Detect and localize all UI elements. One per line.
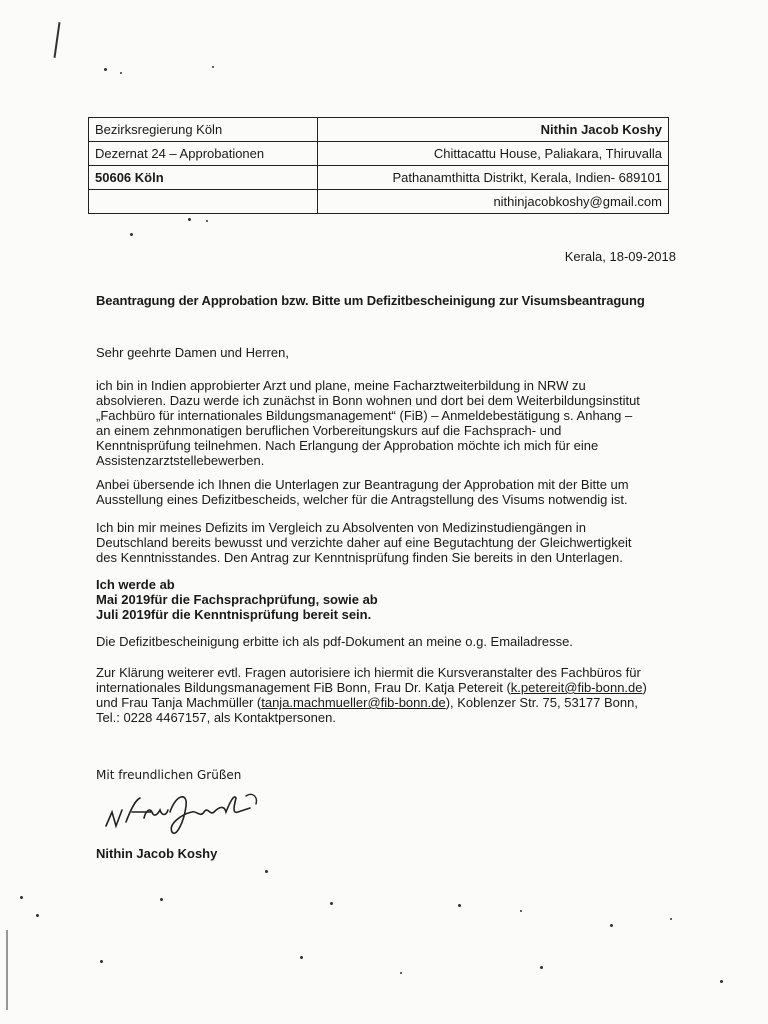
text-line: Ich bin mir meines Defizits im Vergleich zu Absolventen von Medizinstudiengängen in (96, 520, 586, 535)
address-table (88, 117, 669, 214)
text-line: ich bin in Indien approbierter Arzt und plane, meine Facharztweiterbildung in NRW zu (96, 378, 586, 393)
text-line: ), Koblenzer Str. 75, 53177 Bonn, (445, 695, 638, 710)
paragraph-exam-dates (96, 577, 696, 622)
text-line: absolvieren. Dazu werde ich zunächst in Bonn wohnen und dort bei dem Weiterbildungsinstitut (96, 393, 640, 408)
scan-speck (300, 956, 303, 959)
text-line: „Fachbüro für internationales Bildungsmanagement“ (FiB) – Anmeldebestätigung s. Anhang – (96, 408, 633, 423)
handwritten-signature (96, 782, 266, 842)
text-line: Anbei übersende ich Ihnen die Unterlagen zur Beantragung der Approbation mit der Bitte um (96, 477, 629, 492)
sender-name: Nithin Jacob Koshy (318, 118, 669, 142)
scan-speck (610, 924, 613, 927)
text-line: Tel.: 0228 4467157, als Kontaktpersonen. (96, 710, 336, 725)
scan-speck (100, 960, 103, 963)
scan-speck (130, 233, 133, 236)
scan-speck (330, 902, 333, 905)
scan-speck (120, 72, 122, 74)
scan-speck (160, 898, 163, 901)
scan-mark (54, 22, 61, 58)
address-row (89, 190, 669, 214)
scan-speck (400, 972, 402, 974)
text-line: an einem zehnmonatigen beruflichen Vorbereitungskurs auf die Fachsprach- und (96, 423, 562, 438)
recipient-line-3: 50606 Köln (89, 166, 318, 190)
sender-email: nithinjacobkoshy@gmail.com (318, 190, 669, 214)
closing-line: Mit freundlichen Grüßen (96, 768, 242, 782)
signer-name: Nithin Jacob Koshy (96, 846, 218, 861)
text-line: Zur Klärung weiterer evtl. Fragen autorisiere ich hiermit die Kursveranstalter des Fachbüros für (96, 665, 641, 680)
paragraph-pdf-request (96, 634, 696, 649)
text-line: Ausstellung eines Defizitbescheids, welcher für die Antragstellung des Visums notwendig ist. (96, 492, 628, 507)
scan-speck (540, 966, 543, 969)
text-line: Deutschland bereits bewusst und verzichte daher auf eine Begutachtung der Gleichwertigkeit (96, 535, 632, 550)
recipient-line-1: Bezirksregierung Köln (89, 118, 318, 142)
scan-speck (212, 66, 214, 68)
scan-speck (36, 914, 39, 917)
text-line: Kenntnisprüfung teilnehmen. Nach Erlangung der Approbation möchte ich mich für eine (96, 438, 599, 453)
sender-address-1: Chittacattu House, Paliakara, Thiruvalla (318, 142, 669, 166)
text-line: Juli 2019für die Kenntnisprüfung bereit sein. (96, 607, 372, 622)
recipient-line-2: Dezernat 24 – Approbationen (89, 142, 318, 166)
text-line: und Frau Tanja Machmüller ( (96, 695, 262, 710)
scan-edge-line (6, 930, 8, 1010)
scan-speck (20, 896, 23, 899)
scan-speck (458, 904, 461, 907)
sender-address-2: Pathanamthitta Distrikt, Kerala, Indien- 689101 (318, 166, 669, 190)
letter-subject: Beantragung der Approbation bzw. Bitte um Defizitbescheinigung zur Visumsbeantragung (96, 293, 645, 308)
letter-date: Kerala, 18-09-2018 (564, 249, 676, 264)
salutation: Sehr geehrte Damen und Herren, (96, 345, 289, 360)
address-row (89, 118, 669, 142)
scan-speck (720, 980, 723, 983)
text-line: Assistenzarztstellebewerben. (96, 453, 265, 468)
address-row (89, 166, 669, 190)
paragraph-intro (96, 378, 696, 468)
address-row (89, 142, 669, 166)
recipient-empty-cell (89, 190, 318, 214)
text-line: ) (642, 680, 647, 695)
scan-speck (670, 918, 672, 920)
text-line: Die Defizitbescheinigung erbitte ich als pdf-Dokument an meine o.g. Emailadresse. (96, 634, 573, 649)
scan-speck (188, 218, 191, 221)
paragraph-documents (96, 477, 696, 507)
email-link-machmueller[interactable]: tanja.machmueller@fib-bonn.de (261, 695, 446, 710)
scan-speck (206, 220, 208, 222)
email-link-petereit[interactable]: k.petereit@fib-bonn.de (510, 680, 643, 695)
scan-speck (104, 68, 107, 71)
text-line: des Kenntnisstandes. Den Antrag zur Kenntnisprüfung finden Sie bereits in den Unterlagen. (96, 550, 623, 565)
paragraph-deficit (96, 520, 696, 565)
text-line: internationales Bildungsmanagement FiB Bonn, Frau Dr. Katja Petereit ( (96, 680, 511, 695)
scan-speck (265, 870, 268, 873)
scan-speck (520, 910, 522, 912)
text-line: Mai 2019für die Fachsprachprüfung, sowie ab (96, 592, 378, 607)
text-line: Ich werde ab (96, 577, 175, 592)
paragraph-contacts (96, 665, 696, 725)
